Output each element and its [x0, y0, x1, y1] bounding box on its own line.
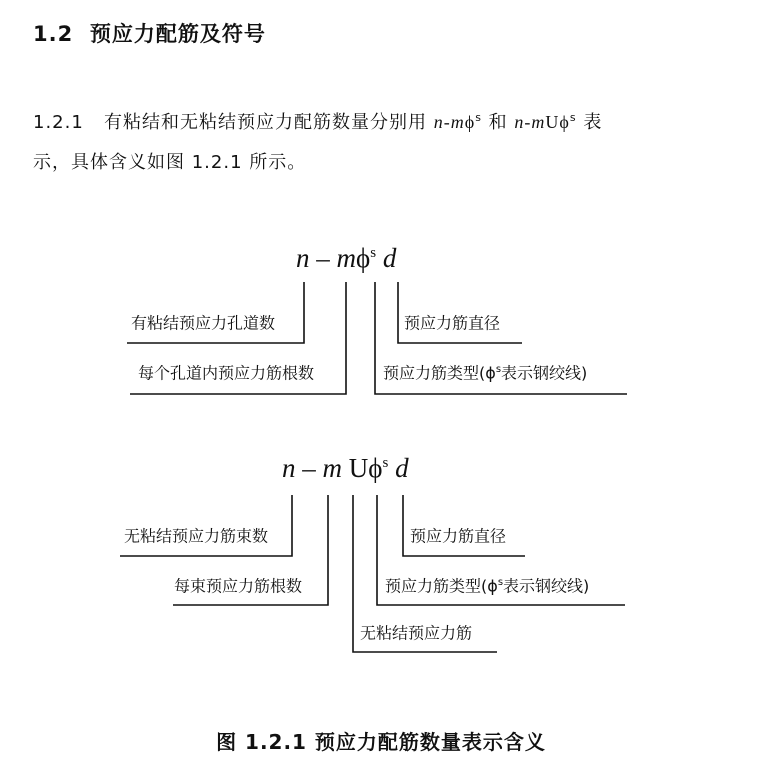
symbol-dash: - [443, 112, 451, 132]
label-type-text: 表示钢绞线) [503, 576, 590, 596]
figure-caption: 图 1.2.1 预应力配筋数量表示含义 [216, 730, 546, 754]
label-type [383, 361, 587, 384]
label-type-sup: s [497, 577, 504, 589]
formula-sup: s [382, 455, 389, 471]
formula-bonded [296, 243, 396, 274]
formula-m: m [336, 243, 356, 273]
label-type-text: 预应力筋类型(ϕ [383, 363, 496, 383]
symbol-n: n [514, 112, 525, 132]
formula-u: U [348, 453, 369, 483]
paragraph-and: 和 [488, 112, 508, 133]
label-type-sup: s [495, 364, 502, 376]
formula-n: n [296, 243, 310, 273]
section-title: 预应力配筋及符号 [89, 22, 266, 46]
symbol-phi: ϕ [559, 112, 570, 132]
symbol-m: m [531, 112, 546, 132]
formula-d: d [382, 243, 397, 273]
paragraph-line-2: 示，具体含义如图 1.2.1 所示。 [33, 152, 307, 173]
label-type-text: 表示钢绞线) [501, 363, 588, 383]
label-bundle-count: 无粘结预应力筋束数 [124, 526, 269, 546]
formula-m: m [322, 453, 342, 483]
symbol-sup: s [569, 111, 577, 124]
label-duct-count: 有粘结预应力孔道数 [131, 313, 276, 333]
label-unbonded-tendon: 无粘结预应力筋 [360, 623, 473, 643]
section-number: 1.2 [33, 22, 74, 46]
label-type [385, 574, 589, 597]
symbol-m: m [450, 112, 465, 132]
formula-dash: – [309, 243, 337, 273]
paragraph-number: 1.2.1 [33, 112, 84, 133]
symbol-sup: s [475, 111, 482, 124]
label-strands-per-duct: 每个孔道内预应力筋根数 [138, 363, 315, 383]
formula-phi: ϕ [368, 453, 383, 483]
formula-phi: ϕ [356, 243, 371, 273]
symbol-phi: ϕ [464, 112, 476, 132]
formula-d: d [395, 453, 409, 483]
symbol-u: U [545, 112, 560, 132]
formula-sup: s [370, 245, 377, 261]
symbol-dash: - [524, 112, 532, 132]
formula-unbonded [282, 453, 409, 484]
formula-dash: – [295, 453, 323, 483]
label-diameter: 预应力筋直径 [410, 526, 507, 546]
symbol-n: n [433, 112, 444, 132]
label-strands-per-bundle: 每束预应力筋根数 [174, 576, 303, 596]
paragraph-text: 有粘结和无粘结预应力配筋数量分别用 [103, 112, 427, 133]
paragraph-text: 表 [583, 112, 603, 133]
formula-n: n [282, 453, 296, 483]
label-diameter: 预应力筋直径 [404, 313, 501, 333]
label-type-text: 预应力筋类型(ϕ [385, 576, 498, 596]
